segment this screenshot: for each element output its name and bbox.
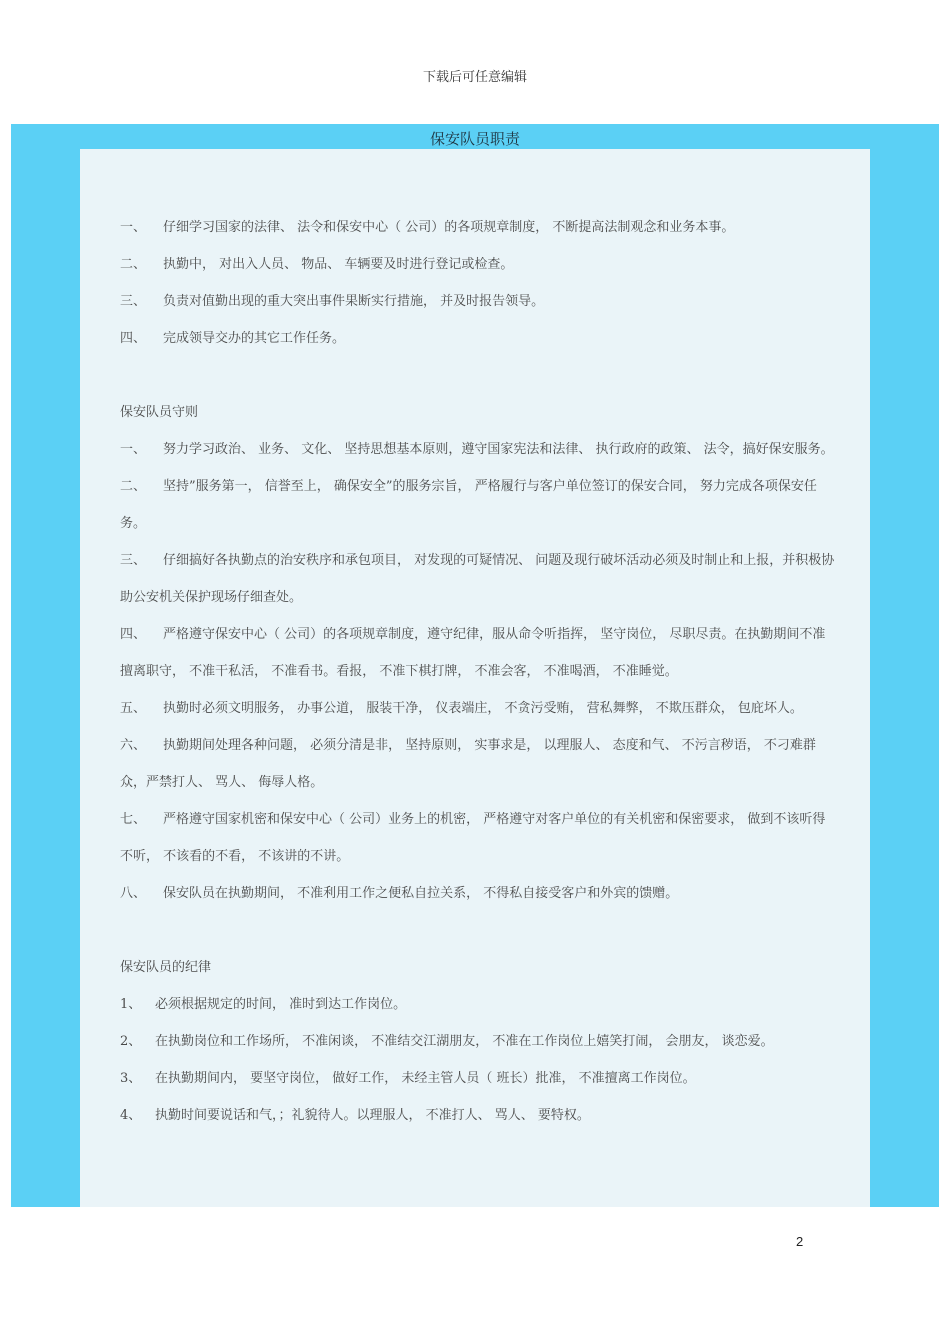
rule-item bbox=[120, 431, 836, 468]
item-number: 七、 bbox=[120, 812, 147, 827]
item-text: 严格遵守国家机密和保安中心（ 公司）业务上的机密， 严格遵守对客户单位的有关机密和保密要求， 做到不该听得不听， 不该看的不看， 不该讲的不讲。 bbox=[120, 812, 826, 864]
document-frame bbox=[11, 124, 939, 1207]
content-body bbox=[120, 209, 836, 1134]
item-number: 4、 bbox=[120, 1108, 142, 1123]
item-text: 必须根据规定的时间， 准时到达工作岗位。 bbox=[155, 997, 407, 1012]
discipline-item bbox=[120, 1023, 836, 1060]
rule-item bbox=[120, 542, 836, 616]
rule-item bbox=[120, 468, 836, 542]
item-number: 六、 bbox=[120, 738, 147, 753]
header-note: 下载后可任意编辑 bbox=[422, 70, 527, 85]
item-number: 三、 bbox=[120, 553, 147, 568]
item-number: 1、 bbox=[120, 997, 142, 1012]
duty-item bbox=[120, 246, 836, 283]
item-text: 执勤期间处理各种问题， 必须分清是非， 坚持原则， 实事求是， 以理服人、 态度和气、 不污言秽语， 不刁难群众，严禁打人、 骂人、 侮辱人格。 bbox=[120, 738, 816, 790]
discipline-item bbox=[120, 1060, 836, 1097]
item-text: 执勤中， 对出入人员、 物品、 车辆要及时进行登记或检查。 bbox=[163, 257, 514, 272]
rule-item bbox=[120, 875, 836, 912]
rule-item bbox=[120, 727, 836, 801]
item-number: 三、 bbox=[120, 294, 147, 309]
item-text: 执勤时必须文明服务， 办事公道， 服装干净， 仪表端庄， 不贪污受贿， 营私舞弊， 不欺压群众， 包庇坏人。 bbox=[163, 701, 803, 716]
rules-heading: 保安队员守则 bbox=[120, 405, 199, 420]
item-number: 一、 bbox=[120, 220, 147, 235]
rule-item bbox=[120, 690, 836, 727]
item-text: 保安队员在执勤期间， 不准利用工作之便私自拉关系， 不得私自接受客户和外宾的馈赠。 bbox=[163, 886, 679, 901]
item-number: 一、 bbox=[120, 442, 147, 457]
item-text: 仔细搞好各执勤点的治安秩序和承包项目， 对发现的可疑情况、 问题及现行破坏活动必须及时制止和上报，并积极协助公安机关保护现场仔细查处。 bbox=[120, 553, 835, 605]
item-text: 完成领导交办的其它工作任务。 bbox=[163, 331, 346, 346]
document-title: 保安队员职责 bbox=[429, 130, 520, 148]
item-text: 仔细学习国家的法律、 法令和保安中心（ 公司）的各项规章制度， 不断提高法制观念和业务本事。 bbox=[163, 220, 735, 235]
section-spacer bbox=[120, 912, 836, 949]
item-number: 2、 bbox=[120, 1034, 142, 1049]
discipline-heading: 保安队员的纪律 bbox=[120, 960, 212, 975]
item-text: 在执勤期间内， 要坚守岗位， 做好工作， 未经主管人员（ 班长）批准， 不准擅离工作岗位。 bbox=[155, 1071, 696, 1086]
duty-item bbox=[120, 320, 836, 357]
item-text: 严格遵守保安中心（ 公司）的各项规章制度，遵守纪律，服从命令听指挥， 坚守岗位， 尽职尽责。在执勤期间不准擅离职守， 不准干私活， 不准看书。看报， 不准下棋打牌， 不准会客， 不准喝酒， 不准睡觉。 bbox=[120, 627, 826, 679]
discipline-item bbox=[120, 986, 836, 1023]
item-number: 五、 bbox=[120, 701, 147, 716]
duty-item bbox=[120, 209, 836, 246]
rule-item bbox=[120, 616, 836, 690]
item-text: 执勤时间要说话和气，；礼貌待人。以理服人， 不准打人、 骂人、 要特权。 bbox=[155, 1108, 590, 1123]
item-number: 二、 bbox=[120, 479, 147, 494]
page-number: 2 bbox=[796, 1234, 804, 1249]
item-number: 四、 bbox=[120, 627, 147, 642]
item-text: 负责对值勤出现的重大突出事件果断实行措施， 并及时报告领导。 bbox=[163, 294, 545, 309]
item-number: 八、 bbox=[120, 886, 147, 901]
item-number: 四、 bbox=[120, 331, 147, 346]
content-panel bbox=[80, 149, 870, 1207]
item-text: 坚持”服务第一， 信誉至上， 确保安全”的服务宗旨， 严格履行与客户单位签订的保安合同， 努力完成各项保安任务。 bbox=[120, 479, 817, 531]
discipline-item bbox=[120, 1097, 836, 1134]
item-number: 3、 bbox=[120, 1071, 142, 1086]
item-text: 努力学习政治、 业务、 文化、 坚持思想基本原则，遵守国家宪法和法律、 执行政府的政策、 法令，搞好保安服务。 bbox=[163, 442, 834, 457]
rule-item bbox=[120, 801, 836, 875]
item-number: 二、 bbox=[120, 257, 147, 272]
item-text: 在执勤岗位和工作场所， 不准闲谈， 不准结交江湖朋友， 不准在工作岗位上嬉笑打闹， 会朋友， 谈恋爱。 bbox=[155, 1034, 774, 1049]
section-spacer bbox=[120, 357, 836, 394]
duty-item bbox=[120, 283, 836, 320]
